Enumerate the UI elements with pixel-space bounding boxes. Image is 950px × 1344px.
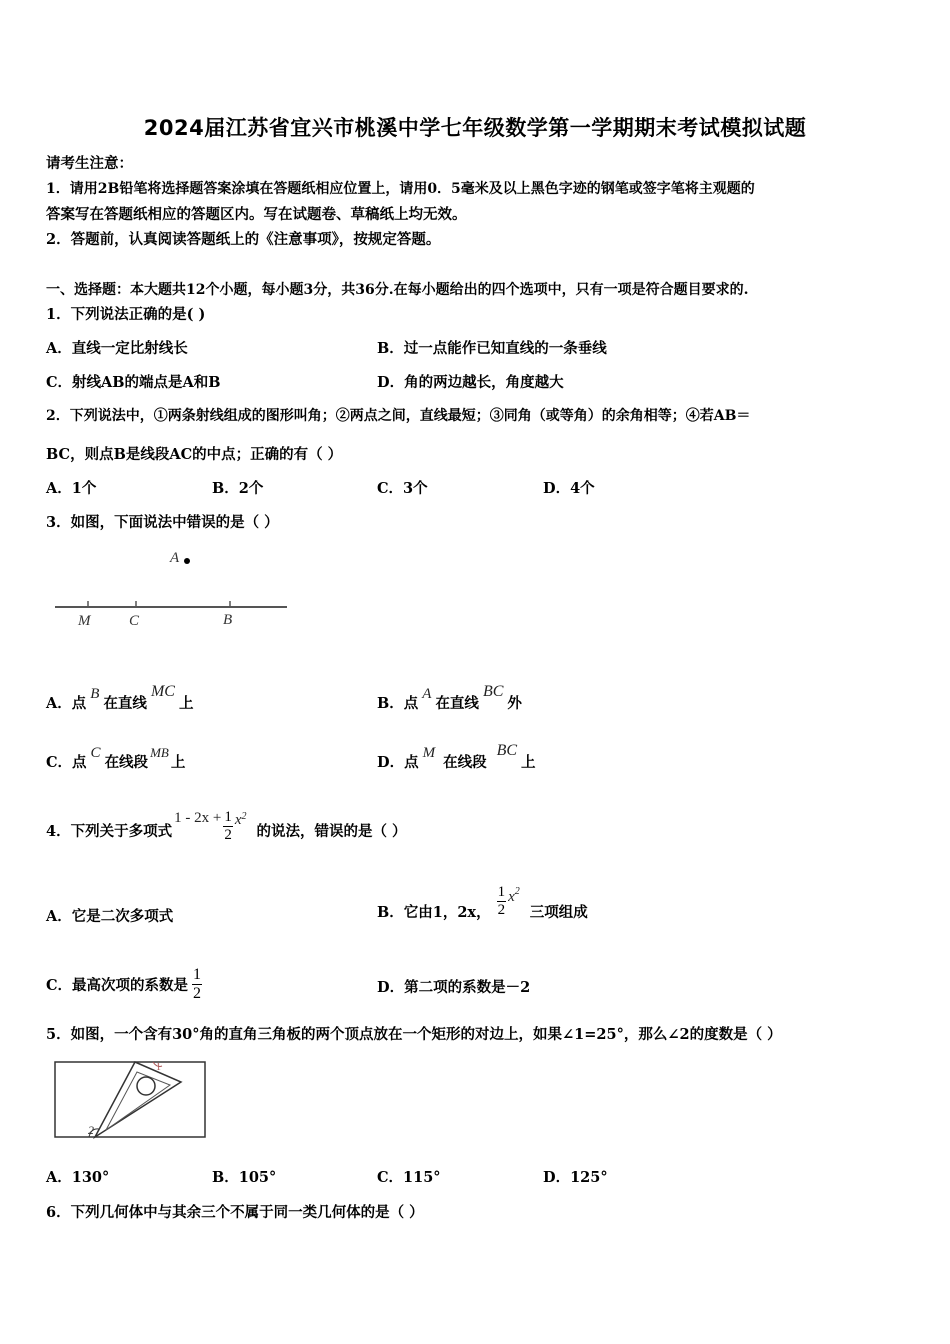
page-title: 2024届江苏省宜兴市桃溪中学七年级数学第一学期期末考试模拟试题 bbox=[143, 116, 807, 140]
q1-stem: 1．下列说法正确的是( ) bbox=[46, 306, 206, 323]
q3-option-a: A．点B在直线MC上 bbox=[46, 683, 194, 712]
q3-option-c: C．点C在线段MB上 bbox=[46, 745, 186, 771]
q2-stem-a: 2．下列说法中，①两条射线组成的图形叫角；②两点之间，直线最短；③同角（或等角）的余角相等；④若AB＝ bbox=[46, 408, 751, 424]
section-heading: 一、选择题：本大题共12个小题，每小题3分，共36分.在每小题给出的四个选项中，只有一项是符合题目要求的. bbox=[46, 282, 749, 298]
q4-option-a: A．它是二次多项式 bbox=[46, 908, 174, 925]
angle-2-label: 2 bbox=[88, 1123, 94, 1137]
q5-option-a: A．130° bbox=[46, 1169, 110, 1186]
rectangle bbox=[55, 1062, 205, 1137]
q1-option-b: B．过一点能作已知直线的一条垂线 bbox=[377, 340, 607, 357]
q3-fig-label-b: B bbox=[223, 612, 233, 628]
q3-fig-label-a: A bbox=[170, 550, 180, 566]
q2-option-a: A．1个 bbox=[46, 480, 97, 497]
q3-option-d: D．点M在线段BC上 bbox=[377, 742, 536, 771]
q2-option-d: D．4个 bbox=[543, 480, 595, 497]
q1-option-a: A．直线一定比射线长 bbox=[46, 340, 188, 357]
triangle-hole bbox=[137, 1077, 155, 1095]
q1-option-d: D．角的两边越长，角度越大 bbox=[377, 374, 564, 391]
q1-option-c: C．射线AB的端点是A和B bbox=[46, 374, 221, 391]
q4-poly: 1 - 2x + bbox=[174, 809, 222, 826]
q3-option-b: B．点A在直线BC外 bbox=[377, 683, 522, 712]
q4-fraction: $\frac{1}{2}$ bbox=[224, 809, 232, 843]
angle-1-label: 1 bbox=[156, 1062, 161, 1073]
q5-stem: 5．如图，一个含有30°角的直角三角板的两个顶点放在一个矩形的对边上，如果∠1=25°，那么∠2的度数是（ ） bbox=[46, 1026, 782, 1043]
q3-fig-label-c: C bbox=[129, 613, 140, 629]
q4-option-c: C．最高次项的系数是 $\frac{1}{2}$ bbox=[46, 965, 202, 1002]
q3-stem: 3．如图，下面说法中错误的是（ ） bbox=[46, 514, 279, 531]
point-a-dot bbox=[184, 558, 190, 564]
notice-line-1b: 答案写在答题纸相应的答题区内。写在试题卷、草稿纸上均无效。 bbox=[46, 206, 467, 223]
q2-option-c: C．3个 bbox=[377, 480, 428, 497]
q4-option-b: B．它由1，2x， $\frac{1}{2}$ x $^2$ 三项组成 bbox=[377, 884, 588, 921]
q5-option-c: C．115° bbox=[377, 1169, 441, 1186]
notice-line-2: 2．答题前，认真阅读答题纸上的《注意事项》，按规定答题。 bbox=[46, 231, 441, 248]
q4-option-d: D．第二项的系数是－2 bbox=[377, 979, 531, 996]
q2-stem-b: BC，则点B是线段AC的中点；正确的有（ ） bbox=[46, 446, 343, 463]
q3-fig-label-m: M bbox=[78, 613, 91, 629]
notice-heading: 请考生注意： bbox=[46, 155, 133, 172]
q5-option-b: B．105° bbox=[212, 1169, 277, 1186]
notice-line-1a: 1．请用2B铅笔将选择题答案涂填在答题纸相应位置上，请用0．5毫米及以上黑色字迹的钢笔或签字笔将主观题的 bbox=[46, 181, 755, 197]
q6-stem: 6．下列几何体中与其余三个不属于同一类几何体的是（ ） bbox=[46, 1204, 424, 1221]
q5-option-d: D．125° bbox=[543, 1169, 608, 1186]
q4-stem: 4．下列关于多项式 1 - 2x + $\frac{1}{2}$ x $^2$ 的说法，错误的是（ ） bbox=[46, 809, 407, 843]
q3-figure bbox=[50, 545, 300, 635]
q5-figure bbox=[53, 1058, 209, 1142]
q2-option-b: B．2个 bbox=[212, 480, 264, 497]
